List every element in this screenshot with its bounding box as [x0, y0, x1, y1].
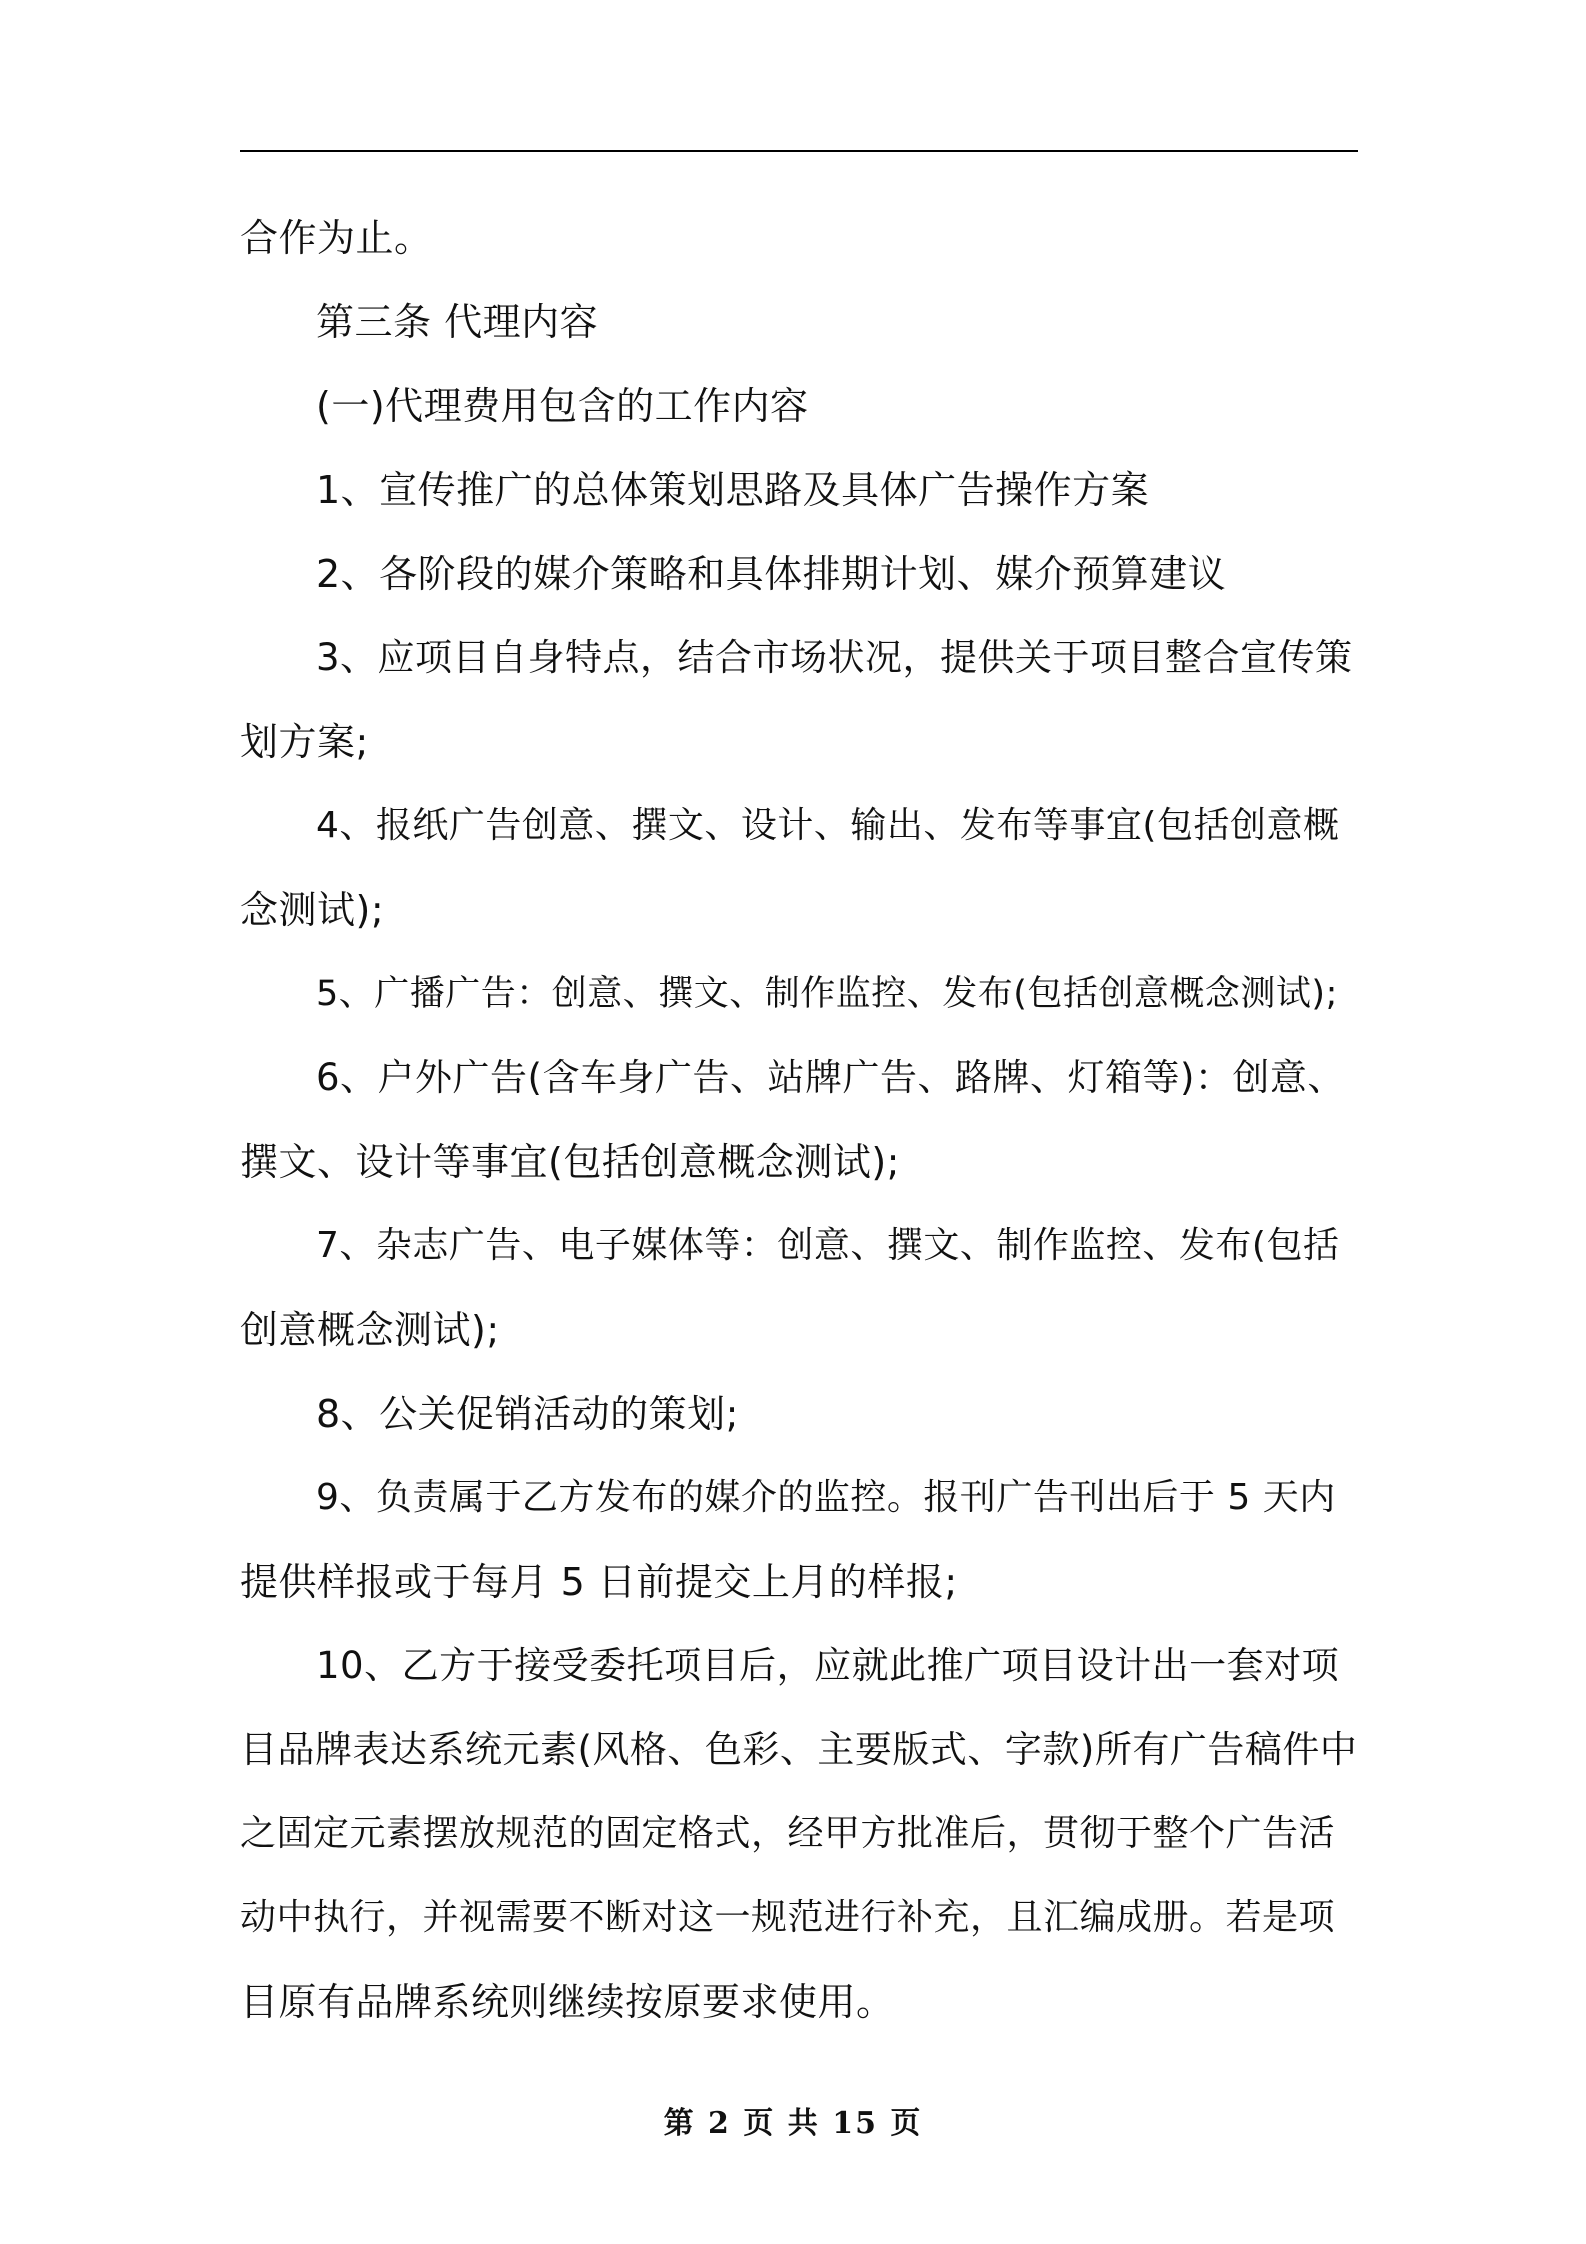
list-item: 3、应项目自身特点，结合市场状况，提供关于项目整合宣传策	[316, 636, 1353, 679]
header-rule	[240, 150, 1358, 152]
section-heading: 第三条 代理内容	[316, 300, 599, 344]
list-item-continuation: 划方案;	[240, 720, 369, 764]
list-item: 10、乙方于接受委托项目后，应就此推广项目设计出一套对项	[316, 1644, 1340, 1687]
list-item: 2、各阶段的媒介策略和具体排期计划、媒介预算建议	[316, 552, 1227, 596]
page-number: 第 2 页 共 15 页	[663, 2106, 923, 2141]
list-item-continuation: 念测试);	[240, 888, 385, 932]
list-item-continuation: 创意概念测试);	[240, 1308, 500, 1352]
list-item-continuation: 提供样报或于每月 5 日前提交上月的样报;	[240, 1560, 958, 1604]
subsection-heading: (一)代理费用包含的工作内容	[316, 384, 809, 428]
list-item: 5、广播广告：创意、撰文、制作监控、发布(包括创意概念测试);	[316, 974, 1338, 1014]
list-item: 1、宣传推广的总体策划思路及具体广告操作方案	[316, 468, 1150, 512]
list-item-continuation: 撰文、设计等事宜(包括创意概念测试);	[240, 1140, 900, 1184]
list-item: 9、负责属于乙方发布的媒介的监控。报刊广告刊出后于 5 天内	[316, 1477, 1336, 1518]
list-item-continuation: 之固定元素摆放规范的固定格式，经甲方批准后，贯彻于整个广告活	[240, 1813, 1336, 1854]
list-item: 6、户外广告(含车身广告、站牌广告、路牌、灯箱等)：创意、	[316, 1056, 1345, 1099]
paragraph-line: 合作为止。	[240, 216, 433, 260]
list-item-continuation: 目原有品牌系统则继续按原要求使用。	[240, 1980, 895, 2024]
list-item: 8、公关促销活动的策划;	[316, 1392, 739, 1436]
list-item-continuation: 动中执行，并视需要不断对这一规范进行补充，且汇编成册。若是项	[240, 1897, 1336, 1938]
list-item: 4、报纸广告创意、撰文、设计、输出、发布等事宜(包括创意概	[316, 805, 1340, 846]
document-body	[240, 196, 1358, 2044]
list-item: 7、杂志广告、电子媒体等：创意、撰文、制作监控、发布(包括	[316, 1225, 1340, 1266]
list-item-continuation: 目品牌表达系统元素(风格、色彩、主要版式、字款)所有广告稿件中	[240, 1728, 1358, 1771]
